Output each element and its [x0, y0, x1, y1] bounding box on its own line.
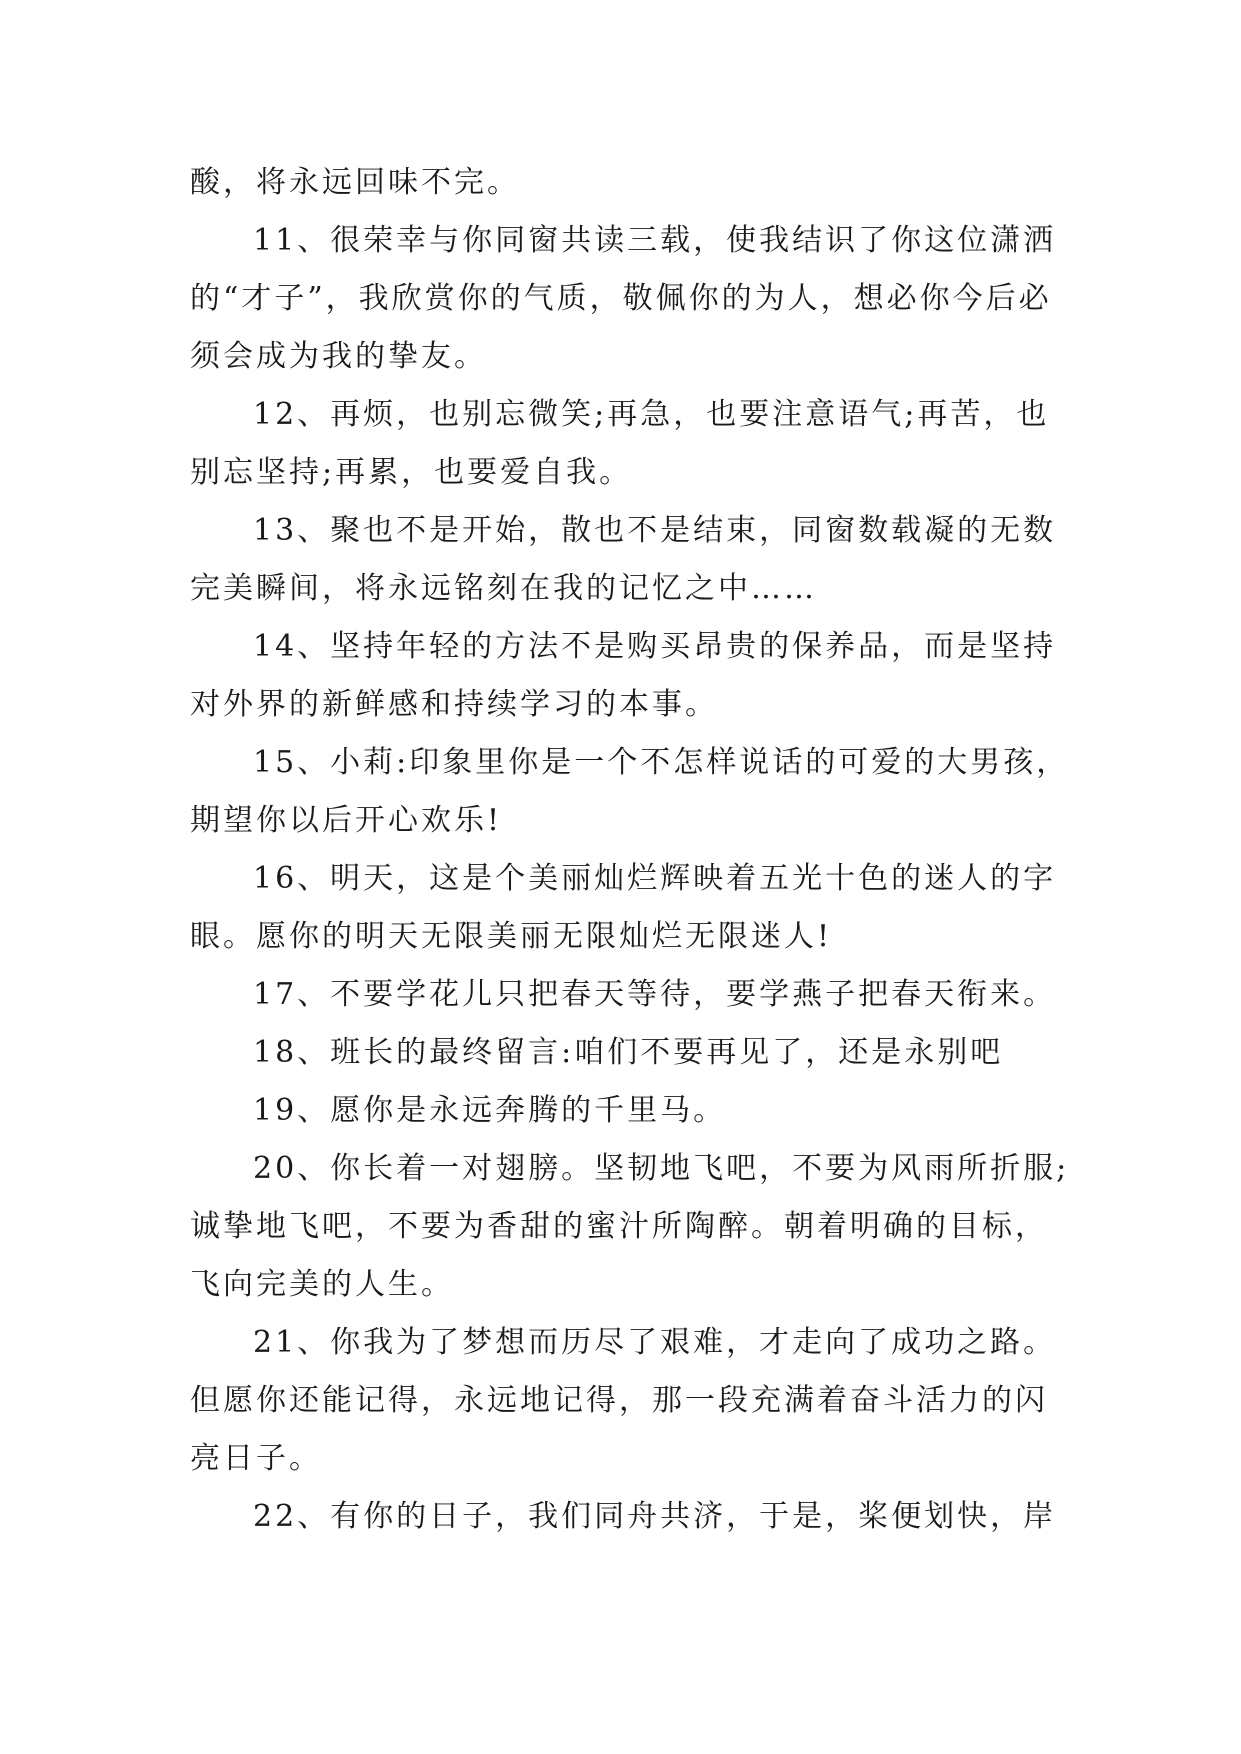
document-body	[190, 154, 1070, 1546]
paragraph-21: 21、你我为了梦想而历尽了艰难，才走向了成功之路。但愿你还能记得，永远地记得，那一段充满着奋斗活力的闪亮日子。	[190, 1325, 1057, 1476]
paragraph-13: 13、聚也不是开始，散也不是结束，同窗数载凝的无数完美瞬间，将永远铭刻在我的记忆之中……	[190, 513, 1057, 606]
paragraph-20: 20、你长着一对翅膀。坚韧地飞吧，不要为风雨所折服;诚挚地飞吧，不要为香甜的蜜汁所陶醉。朝着明确的目标，飞向完美的人生。	[190, 1151, 1070, 1302]
paragraph-19: 19、愿你是永远奔腾的千里马。	[253, 1093, 727, 1128]
paragraph-14: 14、坚持年轻的方法不是购买昂贵的保养品，而是坚持对外界的新鲜感和持续学习的本事。	[190, 629, 1057, 722]
paragraph-11: 11、很荣幸与你同窗共读三载，使我结识了你这位潇洒的“才子”，我欣赏你的气质，敬佩你的为人，想必你今后必须会成为我的挚友。	[190, 223, 1057, 374]
paragraph-22: 22、有你的日子，我们同舟共济，于是，桨便划快，岸	[253, 1499, 1057, 1534]
paragraph-15: 15、小莉:印象里你是一个不怎样说话的可爱的大男孩，期望你以后开心欢乐!	[190, 745, 1070, 838]
paragraph-18: 18、班长的最终留言:咱们不要再见了，还是永别吧	[253, 1035, 1004, 1070]
paragraph-12: 12、再烦，也别忘微笑;再急，也要注意语气;再苦，也别忘坚持;再累，也要爱自我。	[190, 397, 1050, 490]
paragraph-continuation: 酸，将永远回味不完。	[190, 165, 520, 200]
paragraph-16: 16、明天，这是个美丽灿烂辉映着五光十色的迷人的字眼。愿你的明天无限美丽无限灿烂无限迷人!	[190, 861, 1057, 954]
paragraph-17: 17、不要学花儿只把春天等待，要学燕子把春天衔来。	[253, 977, 1057, 1012]
